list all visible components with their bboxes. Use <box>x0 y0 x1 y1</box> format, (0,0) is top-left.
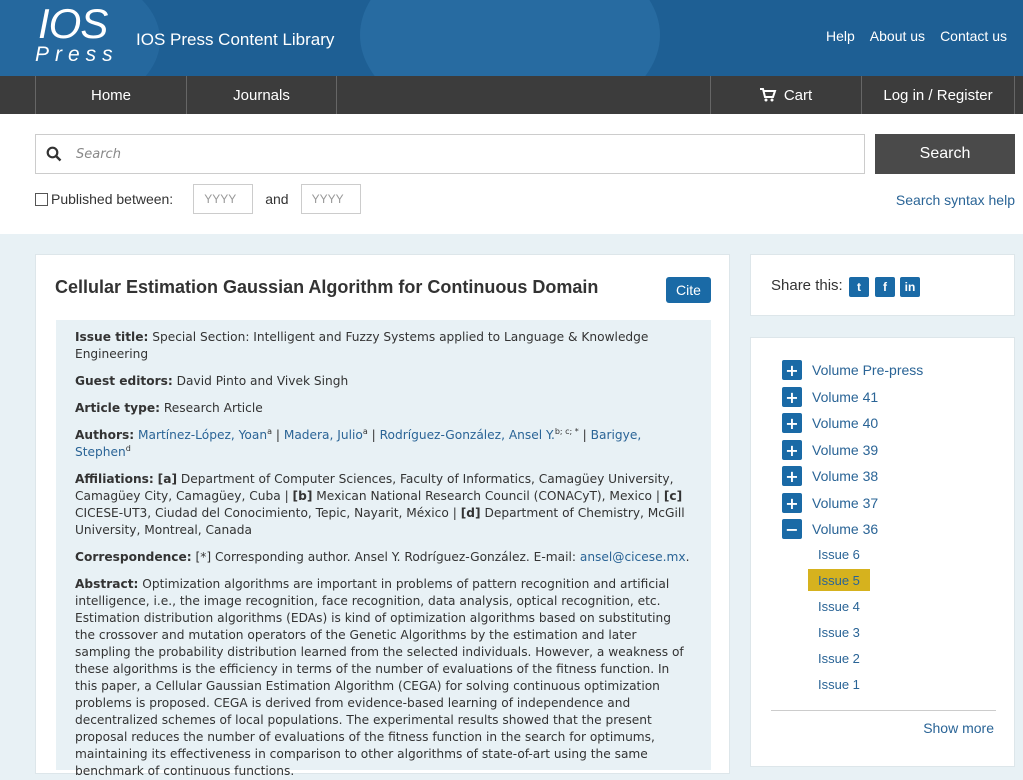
author-separator: | <box>582 428 587 442</box>
article-card <box>35 254 730 778</box>
nav-login-register[interactable]: Log in / Register <box>861 76 1015 114</box>
guest-editors-label: Guest editors: <box>75 374 173 388</box>
affiliation-text: Mexican National Research Council (CONACyT), Mexico <box>316 489 652 503</box>
linkedin-share-icon[interactable]: in <box>900 277 920 297</box>
search-input[interactable] <box>76 140 846 168</box>
article-title: Cellular Estimation Gaussian Algorithm for Continuous Domain <box>55 277 599 297</box>
issue-link[interactable]: Issue 2 <box>818 650 860 666</box>
contact-us-link[interactable]: Contact us <box>940 28 1007 44</box>
expand-plus-icon[interactable]: + <box>782 440 802 460</box>
share-label: Share this: <box>771 277 843 294</box>
issue-title-label: Issue title: <box>75 330 149 344</box>
affiliation-separator: | <box>452 506 457 520</box>
issue-link[interactable]: Issue 1 <box>818 676 860 692</box>
expand-plus-icon[interactable]: + <box>782 387 802 407</box>
logo-bottom-text: Press <box>35 43 119 66</box>
volume-label[interactable]: Volume 38 <box>812 468 879 484</box>
affiliation-tag: [c] <box>663 489 683 503</box>
and-label: and <box>265 191 289 207</box>
affiliation-separator: | <box>284 489 289 503</box>
correspondence-suffix: . <box>685 550 690 564</box>
affiliation-separator: | <box>655 489 660 503</box>
guest-editors-row <box>75 373 691 390</box>
volume-label[interactable]: Volume 36 <box>812 521 879 537</box>
year-to-input[interactable] <box>301 184 361 214</box>
author-separator: | <box>371 428 376 442</box>
ios-press-logo[interactable] <box>35 0 119 66</box>
authors-label: Authors: <box>75 428 135 442</box>
facebook-share-icon[interactable]: f <box>875 277 895 297</box>
affiliation-text: Department of Computer Sciences, Faculty of Informatics, Camagüey University, Camagüey City, Camagüey, Cuba <box>75 472 674 503</box>
cite-button[interactable]: Cite <box>666 277 711 303</box>
author-link[interactable]: Barigye, Stephen <box>75 428 642 459</box>
published-between-checkbox[interactable] <box>35 193 48 206</box>
about-us-link[interactable]: About us <box>869 28 926 44</box>
author-affiliation-marker: a <box>267 426 272 436</box>
correspondence-label: Correspondence: <box>75 550 192 564</box>
search-area <box>0 114 1023 234</box>
search-syntax-help-link[interactable]: Search syntax help <box>895 192 1015 208</box>
article-type-row <box>75 400 691 417</box>
author-separator: | <box>275 428 280 442</box>
issue-link[interactable]: Issue 3 <box>818 624 860 640</box>
affiliations-label: Affiliations: <box>75 472 154 486</box>
volume-label[interactable]: Volume 40 <box>812 415 879 431</box>
author-link[interactable]: Rodríguez-González, Ansel Y. <box>379 428 555 442</box>
collapse-minus-icon[interactable]: − <box>782 519 802 539</box>
guest-editors-value: David Pinto and Vivek Singh <box>176 374 349 388</box>
expand-plus-icon[interactable]: + <box>782 493 802 513</box>
affiliation-text: CICESE-UT3, Ciudad del Conocimiento, Tepic, Nayarit, México <box>75 506 449 520</box>
search-button[interactable]: Search <box>875 134 1015 174</box>
expand-plus-icon[interactable]: + <box>782 413 802 433</box>
issue-link[interactable]: Issue 6 <box>818 546 860 562</box>
logo-top-text: IOS <box>38 0 108 47</box>
correspondence-text: [*] Corresponding author. Ansel Y. Rodríguez-González. E-mail: <box>195 550 576 564</box>
search-box <box>35 134 865 174</box>
divider <box>771 710 996 711</box>
twitter-share-icon[interactable]: t <box>849 277 869 297</box>
expand-plus-icon[interactable]: + <box>782 360 802 380</box>
author-affiliation-marker: b; c; * <box>554 426 579 436</box>
volume-label[interactable]: Volume 41 <box>812 389 879 405</box>
affiliation-tag: [d] <box>460 506 481 520</box>
help-link[interactable]: Help <box>826 28 855 44</box>
correspondence-row <box>75 549 691 566</box>
abstract-text: Optimization algorithms are important in problems of pattern recognition and artificial intelligence, i.e., the image recognition, face recognition, data analysis, optical recognition, etc. Estimation distribution algorithms (EDAs) is kind of optimization algorithms based on substituting the crossover and mutation operators of the Genetic Algorithms by the estimation and later sampling the probability distribution learned from the selected individuals. However, a weakness of these algorithms is the efficiency in terms of the number of evaluations of the fitness function. In this paper, a Cellular Gaussian Estimation Algorithm (CEGA) for solving continuous optimization problems is proposed. CEGA is derived from evidence-based learning of independence and decentralized schemes of local populations. The experimental results showed that the present proposal reduces the number of evaluations of the fitness function in the search for optimums, maintaining its effectiveness in comparison to other algorithms of state-of-art using the same benchmark of continuous functions. <box>75 577 684 778</box>
volume-item[interactable] <box>782 466 878 486</box>
author-affiliation-marker: d <box>125 443 131 453</box>
year-from-input[interactable] <box>193 184 253 214</box>
cart-label: Cart <box>783 86 813 104</box>
volume-item[interactable] <box>782 387 878 407</box>
published-between-label: Published between: <box>51 191 174 207</box>
correspondence-email-link[interactable]: ansel@cicese.mx <box>579 550 686 564</box>
expand-plus-icon[interactable]: + <box>782 466 802 486</box>
author-link[interactable]: Madera, Julio <box>283 428 363 442</box>
volume-item[interactable] <box>782 493 878 513</box>
issue-title-value: Special Section: Intelligent and Fuzzy Systems applied to Language & Knowledge Engineering <box>75 330 649 361</box>
top-links <box>826 28 1007 44</box>
volume-label[interactable]: Volume 37 <box>812 495 879 511</box>
issue-link-active[interactable]: Issue 5 <box>808 569 870 591</box>
authors-row <box>75 427 691 461</box>
volume-item-expanded[interactable] <box>782 519 878 539</box>
volume-item[interactable] <box>782 440 878 460</box>
affiliation-tag: [a] <box>157 472 178 486</box>
volume-item[interactable] <box>782 413 878 433</box>
abstract-label: Abstract: <box>75 577 139 591</box>
affiliations-row <box>75 471 691 539</box>
author-link[interactable]: Martínez-López, Yoan <box>138 428 268 442</box>
cart-icon <box>760 88 776 102</box>
published-between-filter <box>35 184 373 214</box>
main-nav <box>0 76 1023 114</box>
volume-label[interactable]: Volume Pre-press <box>812 362 924 378</box>
site-name: IOS Press Content Library <box>136 30 335 49</box>
nav-cart[interactable] <box>710 76 861 114</box>
volumes-card <box>750 337 1015 767</box>
volume-item[interactable] <box>782 360 923 380</box>
site-header <box>0 0 1023 76</box>
article-type-label: Article type: <box>75 401 160 415</box>
affiliation-text: Department of Chemistry, McGill University, Montreal, Canada <box>75 506 685 537</box>
article-type-value: Research Article <box>163 401 263 415</box>
search-icon <box>46 146 62 162</box>
affiliation-tag: [b] <box>292 489 313 503</box>
author-affiliation-marker: a <box>362 426 368 436</box>
show-more-link[interactable]: Show more <box>923 720 994 736</box>
abstract-row <box>75 576 691 780</box>
nav-journals[interactable]: Journals <box>186 76 337 114</box>
nav-home[interactable]: Home <box>35 76 186 114</box>
article-metadata <box>56 320 711 778</box>
issue-link[interactable]: Issue 4 <box>818 598 860 614</box>
volume-label[interactable]: Volume 39 <box>812 442 879 458</box>
share-card <box>750 254 1015 316</box>
issue-title-row <box>75 329 691 363</box>
